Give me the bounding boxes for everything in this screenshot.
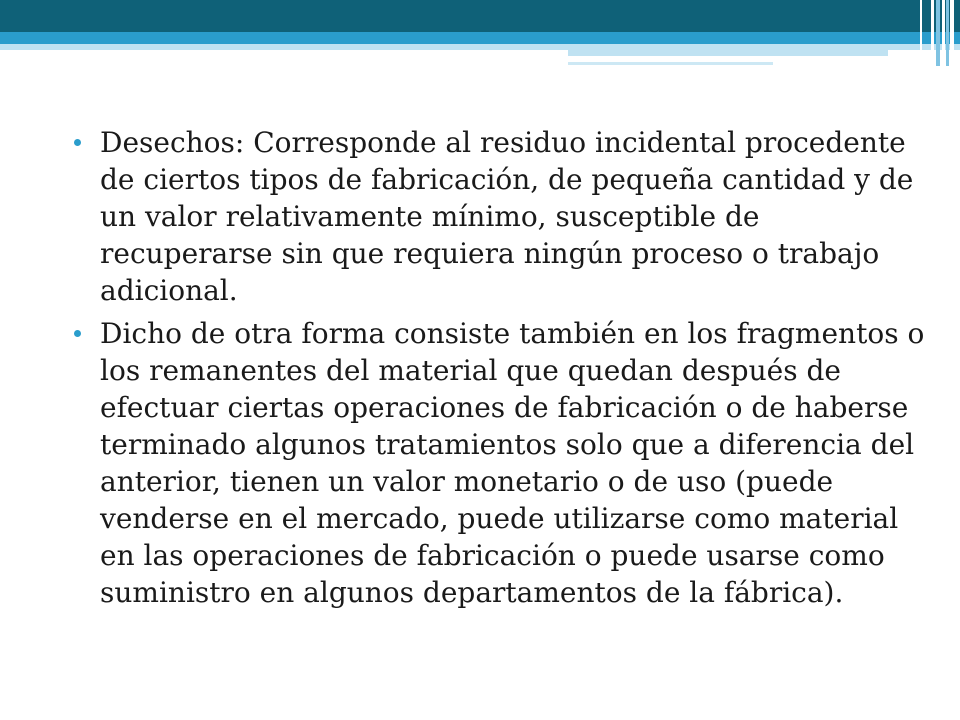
bullet-dot-icon (74, 139, 81, 146)
slide-body (70, 124, 930, 617)
header-stripe (931, 0, 934, 68)
header-stripe (920, 0, 922, 58)
bullet-dot-icon (74, 330, 81, 337)
header-stripe-shade (936, 0, 940, 66)
bullet-item (70, 124, 930, 309)
header-accent-line (568, 62, 773, 65)
bullet-text: Desechos: Corresponde al residuo incidental procedente de ciertos tipos de fabricación, de pequeña cantidad y de un valor relativamente mínimo, susceptible de recuperarse sin que requiera ningún proceso o trabajo adicional. (100, 126, 914, 307)
header-bar-mid (0, 32, 960, 44)
header-stripe (950, 0, 954, 68)
header-bar-stub (568, 50, 888, 56)
bullet-text: Dicho de otra forma consiste también en los fragmentos o los remanentes del material que quedan después de efectuar ciertas operaciones de fabricación o de haberse terminado algunos tratamientos solo que a diferencia del anterior, tienen un valor monetario o de uso (puede venderse en el mercado, puede utilizarse como material en las operaciones de fabricación o puede usarse como suministro en algunos departamentos de la fábrica). (100, 317, 925, 609)
header-bar-dark (0, 0, 960, 32)
header-stripe-shade (946, 0, 949, 66)
header-stripe (942, 0, 945, 68)
bullet-item (70, 315, 930, 611)
